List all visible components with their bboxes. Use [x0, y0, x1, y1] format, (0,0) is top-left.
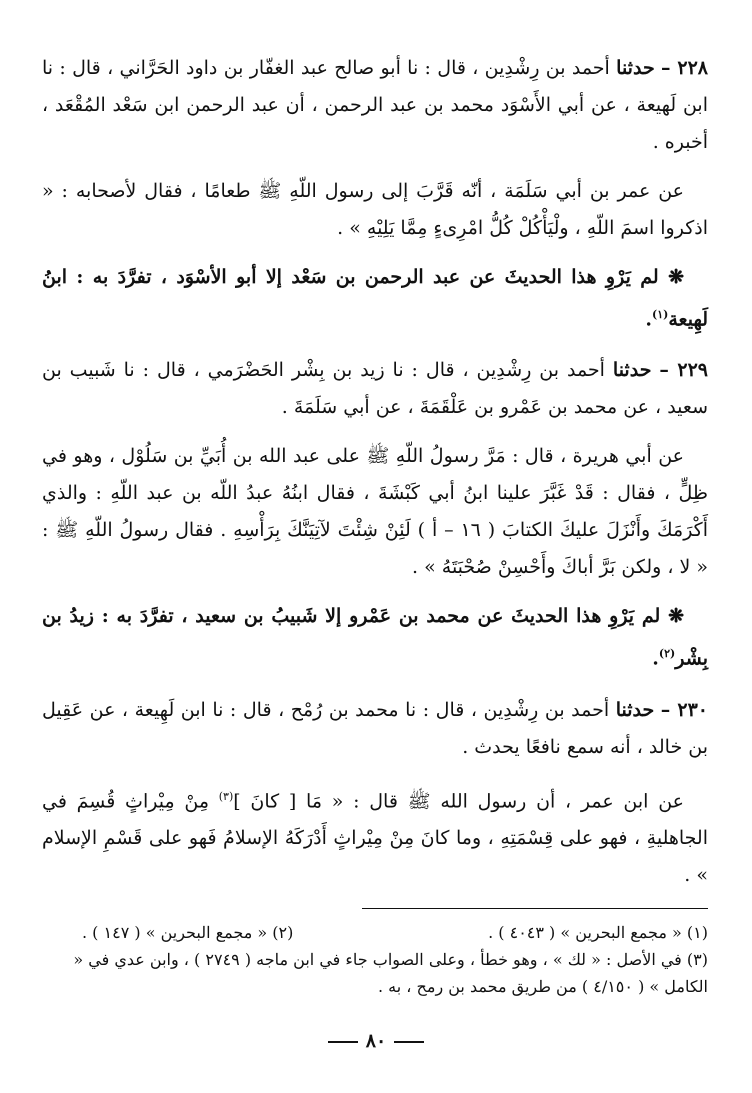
isnad-text: أحمد بن رِشْدِين ، قال : نا زيد بن بِشْر الحَضْرَمي ، قال : نا شَبيب بن سعيد ، عن محمد بن عَمْرو بن عَلْقَمَةَ ، عن أبي سَلَمَةَ . [42, 359, 708, 419]
footnote-3: (٣) في الأصل : « لك » ، وهو خطأ ، وعلى الصواب جاء في ابن ماجه ( ٢٧٤٩ ) ، وابن عدي في « الكامل » ( ٤/١٥٠ ) من طريق محمد بن رمح ، به . [73, 949, 708, 996]
hadith-number: ٢٣٠ – [660, 698, 708, 721]
narration-lead: حدثنا [615, 698, 655, 721]
footnote-row [42, 919, 708, 946]
dash-left [328, 1041, 358, 1043]
hadith-228-note: ❋ لم يَرْوِ هذا الحديثَ عن عبد الرحمن بن سَعْد إلا أبو الأسْوَد ، تفرَّدَ به : ابنُ لَهِيعة$^{(١)}$. [42, 266, 708, 331]
dash-right [394, 1041, 424, 1043]
footnote-divider [362, 908, 708, 909]
narration-lead: حدثنا [612, 359, 652, 382]
footnote-ref: (٣) [218, 789, 234, 803]
hadith-229-matn: عن أبي هريرة ، قال : مَرَّ رسولُ اللّهِ ﷺ على عبد الله بن أُبَيِّ بن سَلُوْل ، وهو في ظِلٍّ ، فقال : قَدْ غَبَّرَ علينا ابنُ أبي كَبْشَةَ ، فقال ابنُهُ عبدُ اللّه بن عبد اللّهِ : والذي أَكْرَمَكَ وأَنْزَلَ عليكَ الكتابَ ( ١٦ – أ ) لَئِنْ شِئْتَ لآتِيَنَّكَ بِرَأْسِهِ . فقال رسولُ اللّهِ ﷺ : « لا ، ولكن بَرَّ أباكَ وأَحْسِنْ صُحْبَتَهُ » . [42, 445, 709, 579]
isnad-text: أحمد بن رِشْدِين ، قال : نا محمد بن رُمْح ، قال : نا ابن لَهِيعة ، عن عَقِيل بن خالد ، أنه سمع نافعًا يحدث . [42, 698, 708, 758]
hadith-229-note: ❋ لم يَرْوِ هذا الحديثَ عن محمد بن عَمْرو إلا شَبيبُ بن سعيد ، تفرَّدَ به : زيدُ بن بِشْر$^{(٢)}$. [42, 605, 708, 670]
hadith-number: ٢٢٨ – [661, 57, 709, 79]
footnote-2: (٢) « مجمع البحرين » ( ١٤٧ ) . [82, 922, 294, 942]
isnad-text: أحمد بن رِشْدِين ، قال : نا أبو صالح عبد الغفّار بن داود الحَرَّاني ، قال : نا ابن لَهيعة ، عن أبي الأَسْوَد محمد بن عبد الرحمن ، أن عبد الرحمن ابن سَعْد المُقْعَد ، أخبره . [42, 57, 708, 153]
footnotes [42, 919, 708, 1000]
footnote-1: (١) « مجمع البحرين » ( ٤٠٤٣ ) . [488, 922, 708, 942]
hadith-228-matn: عن عمر بن أبي سَلَمَة ، أنّه قَرَّبَ إلى رسول اللّهِ ﷺ طعامًا ، فقال لأصحابه : « اذكروا اسمَ اللّهِ ، ولْيَأْكُلْ كُلُّ امْرِىءٍ مِمَّا يَلِيْهِ » . [42, 180, 708, 239]
hadith-230-matn: عن ابن عمر ، أن رسول الله ﷺ قال : « مَا [ كانَ ]$^{(٣)}$ مِنْ مِيْراثٍ قُسِمَ في الجاهليةِ ، فهو على قِسْمَتِهِ ، وما كانَ مِنْ مِيْراثٍ أَدْرَكَهُ الإسلامُ فَهو على قَسْمِ الإسلام » . [42, 789, 708, 886]
footnote-ref: (٢) [658, 647, 676, 661]
hadith-230-isnad [42, 692, 708, 766]
hadith-228-isnad [42, 50, 708, 161]
page-number: ٨٠ [0, 1030, 752, 1052]
hadith-229-isnad [42, 352, 708, 426]
hadith-number: ٢٢٩ – [659, 359, 709, 382]
footnote-ref: (١) [652, 308, 669, 321]
narration-lead: حدثنا [616, 57, 655, 79]
